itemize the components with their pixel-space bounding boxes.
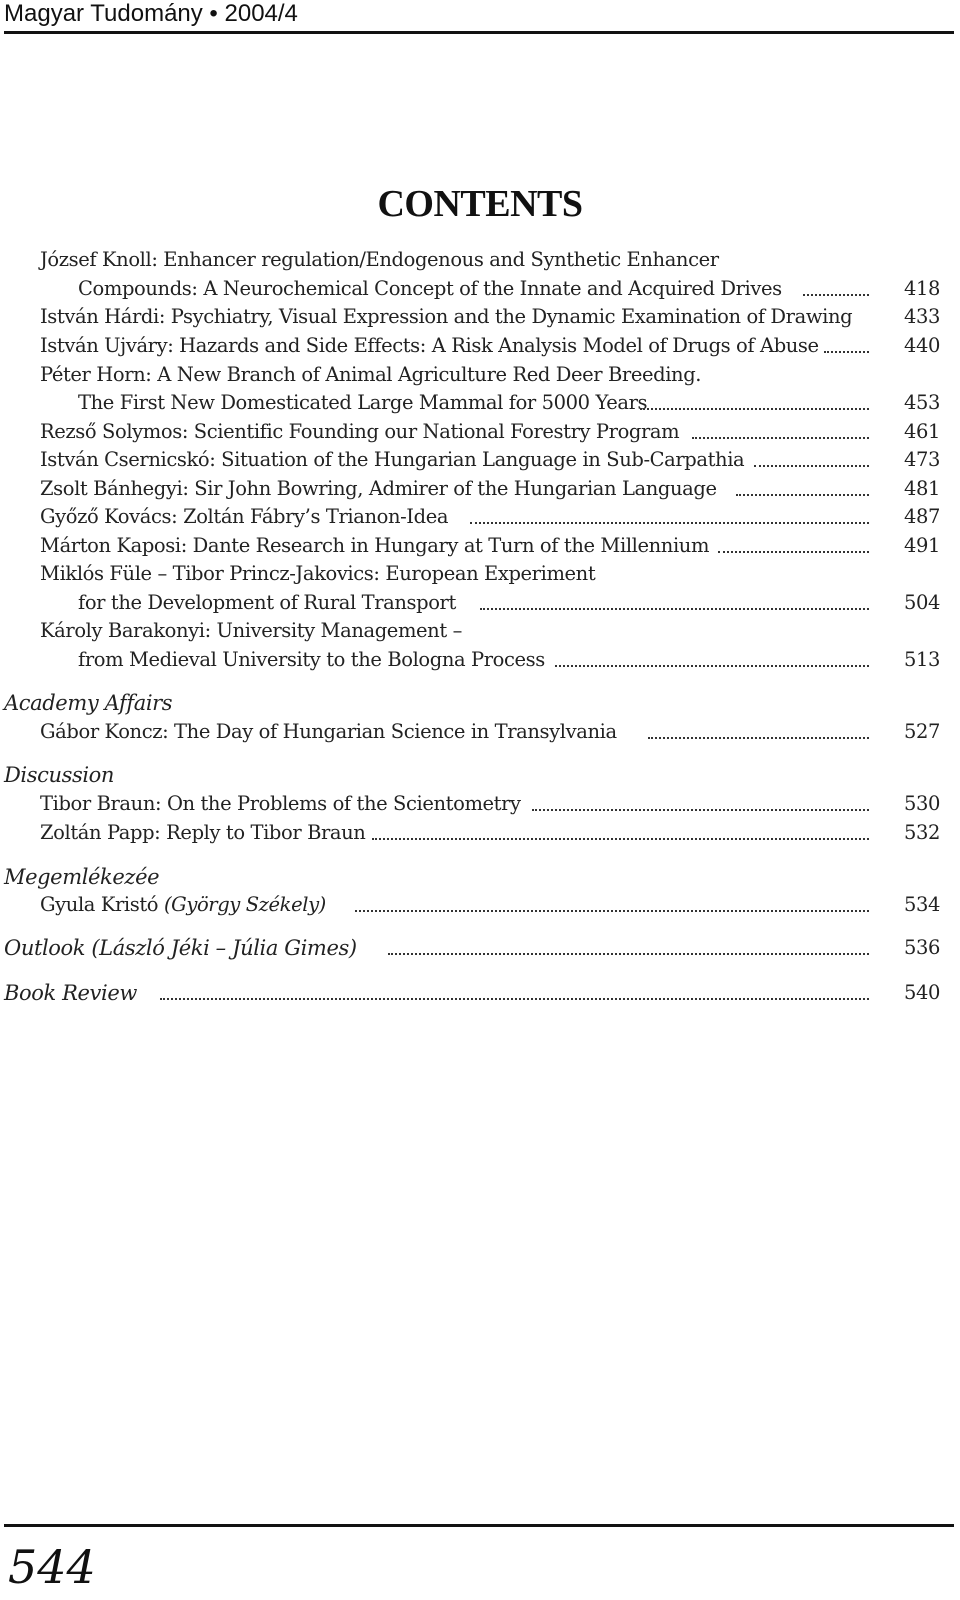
dot-leader (754, 465, 869, 467)
toc-entry-ujvary[interactable] (0, 332, 960, 360)
toc-entry-title: Tibor Braun: On the Problems of the Scientometry (40, 792, 521, 815)
footer-rule (4, 1524, 954, 1527)
toc-page-number: 481 (903, 477, 940, 500)
toc-entry-title: Rezső Solymos: Scientific Founding our National Forestry Program (40, 420, 680, 443)
toc-entry-title: Zsolt Bánhegyi: Sir John Bowring, Admirer of the Hungarian Language (40, 477, 717, 500)
toc-entry-fule-line1 (0, 560, 960, 588)
toc-entry-outlook[interactable] (0, 934, 960, 962)
toc-entry-title: Győző Kovács: Zoltán Fábry’s Trianon-Idea (40, 505, 449, 528)
page-title: CONTENTS (377, 183, 583, 225)
toc-entry-kristo[interactable] (0, 891, 960, 919)
header-rule (4, 31, 954, 34)
toc-entry-barakonyi-line1 (0, 617, 960, 645)
toc-entry-title: István Ujváry: Hazards and Side Effects: A Risk Analysis Model of Drugs of Abuse (40, 334, 819, 357)
toc-entry-barakonyi-line2[interactable] (0, 646, 960, 674)
toc-entry-title: József Knoll: Enhancer regulation/Endogenous and Synthetic Enhancer (40, 248, 719, 271)
section-heading-megemlekezee: Megemlékezée (4, 865, 160, 889)
toc-entry-title: The First New Domesticated Large Mammal for 5000 Years (78, 391, 648, 414)
toc-entry-banhegyi[interactable] (0, 475, 960, 503)
toc-entry-author: Gyula Kristó (40, 893, 159, 916)
dot-leader (692, 437, 869, 439)
toc-page-number: 530 (903, 792, 940, 815)
dot-leader (824, 351, 869, 353)
toc-entry-title: Compounds: A Neurochemical Concept of the Innate and Acquired Drives (78, 277, 782, 300)
toc-entry-title: Miklós Füle – Tibor Princz-Jakovics: European Experiment (40, 562, 596, 585)
toc-entry-authors: (László Jéki – Júlia Gimes) (91, 936, 357, 960)
toc-entry-subject: (György Székely) (163, 893, 326, 916)
toc-page-number: 453 (903, 391, 940, 414)
toc-entry-title (40, 891, 326, 919)
toc-page-number: 534 (903, 893, 940, 916)
toc-entry-title (4, 934, 357, 962)
toc-entry-horn-line1 (0, 361, 960, 389)
toc-page-number: 473 (903, 448, 940, 471)
toc-entry-papp[interactable] (0, 819, 960, 847)
toc-entry-title: Károly Barakonyi: University Management – (40, 619, 462, 642)
section-heading-book-review: Book Review (4, 981, 137, 1005)
toc-page-number: 433 (903, 305, 940, 328)
toc-page-number: 527 (903, 720, 940, 743)
toc-entry-title: for the Development of Rural Transport (78, 591, 456, 614)
section-heading-outlook: Outlook (4, 936, 86, 960)
toc-entry-knoll-line1 (0, 246, 960, 274)
dot-leader (640, 408, 869, 410)
dot-leader (160, 998, 869, 1000)
dot-leader (480, 608, 869, 610)
dot-leader (388, 953, 869, 955)
dot-leader (555, 665, 869, 667)
toc-entry-csernicsko[interactable] (0, 446, 960, 474)
toc-entry-braun[interactable] (0, 790, 960, 818)
toc-page-number: 440 (903, 334, 940, 357)
toc-entry-title: Márton Kaposi: Dante Research in Hungary at Turn of the Millennium (40, 534, 710, 557)
toc-entry-horn-line2[interactable] (0, 389, 960, 417)
dot-leader (803, 294, 869, 296)
toc-entry-title: István Csernicskó: Situation of the Hungarian Language in Sub-Carpathia (40, 448, 745, 471)
dot-leader (355, 910, 869, 912)
toc-entry-fule-line2[interactable] (0, 589, 960, 617)
running-header: Magyar Tudomány • 2004/4 (4, 0, 298, 27)
dot-leader (470, 522, 869, 524)
section-heading-academy-affairs: Academy Affairs (4, 691, 173, 715)
toc-page-number: 487 (903, 505, 940, 528)
toc-page-number: 491 (903, 534, 940, 557)
toc-entry-book-review[interactable] (0, 979, 960, 1007)
toc-entry-knoll-line2[interactable] (0, 275, 960, 303)
dot-leader (718, 551, 869, 553)
toc-page-number: 461 (903, 420, 940, 443)
toc-entry-solymos[interactable] (0, 418, 960, 446)
toc-page-number: 504 (903, 591, 940, 614)
dot-leader (532, 809, 869, 811)
toc-entry-kaposi[interactable] (0, 532, 960, 560)
toc-entry-title: from Medieval University to the Bologna Process (78, 648, 545, 671)
section-heading-discussion: Discussion (4, 763, 115, 787)
dot-leader (372, 838, 869, 840)
dot-leader (648, 737, 869, 739)
toc-entry-title: Zoltán Papp: Reply to Tibor Braun (40, 821, 366, 844)
toc-entry-kovacs[interactable] (0, 503, 960, 531)
toc-page-number: 536 (903, 936, 940, 959)
toc-page-number: 540 (903, 981, 940, 1004)
toc-page-number: 418 (903, 277, 940, 300)
toc-page-number: 532 (903, 821, 940, 844)
toc-entry-hardi[interactable] (0, 303, 960, 331)
toc-entry-title: István Hárdi: Psychiatry, Visual Expression and the Dynamic Examination of Drawing (40, 305, 853, 328)
toc-page-number: 513 (903, 648, 940, 671)
dot-leader (736, 494, 869, 496)
folio-page-number: 544 (8, 1540, 96, 1594)
toc-entry-koncz[interactable] (0, 718, 960, 746)
toc-entry-title: Péter Horn: A New Branch of Animal Agriculture Red Deer Breeding. (40, 363, 702, 386)
toc-entry-title: Gábor Koncz: The Day of Hungarian Science in Transylvania (40, 720, 617, 743)
